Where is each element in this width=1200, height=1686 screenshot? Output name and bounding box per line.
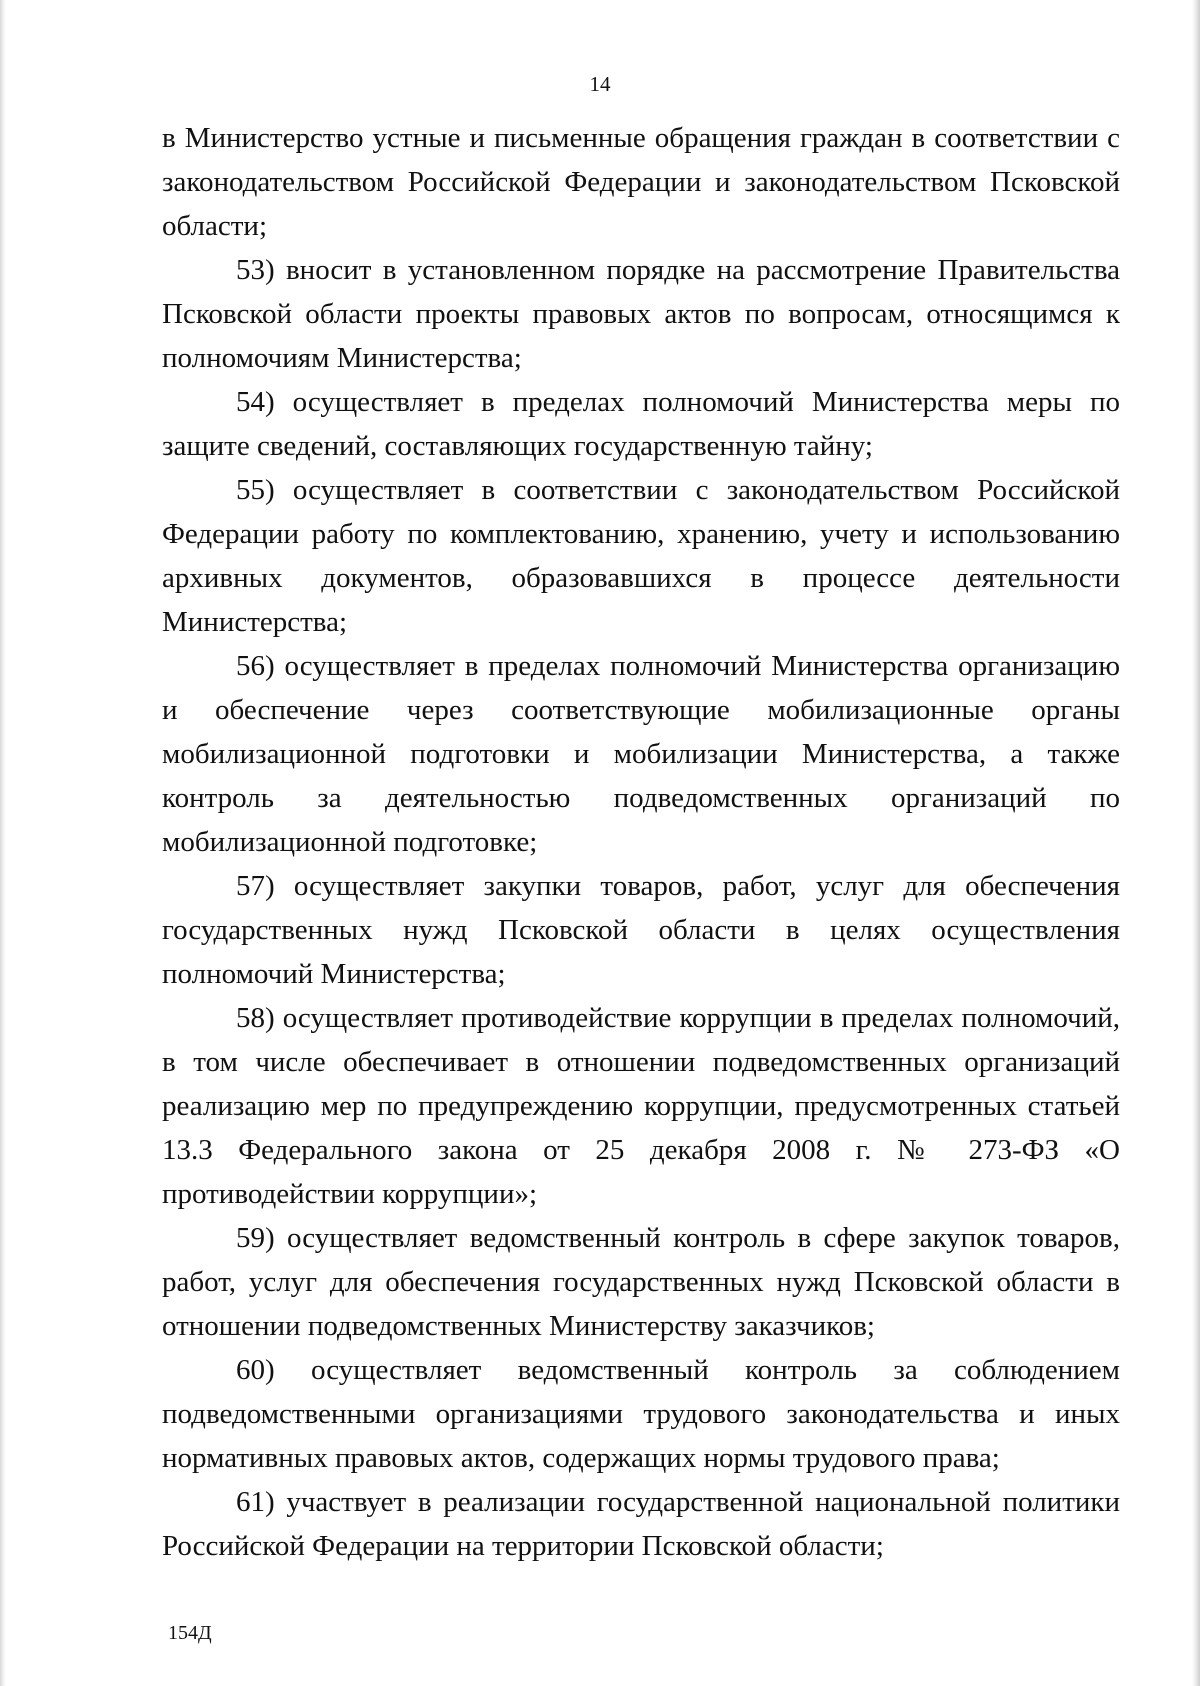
- paragraph-item-56: 56) осуществляет в пределах полномочий Министерства организацию и обеспечение через соответствующие мобилизационные органы мобилизационной подготовки и мобилизации Министерства, а также контроль за деятельностью подведомственных организаций по мобилизационной подготовке;: [162, 650, 1120, 858]
- paragraph-item-53: 53) вносит в установленном порядке на рассмотрение Правительства Псковской области проекты правовых актов по вопросам, относящимся к полномочиям Министерства;: [162, 254, 1120, 374]
- document-body: [162, 116, 1120, 1568]
- footer-document-code: 154Д: [168, 1622, 212, 1644]
- paragraph-continuation: в Министерство устные и письменные обращения граждан в соответствии с законодательством Российской Федерации и законодательством Псковской области;: [162, 122, 1120, 242]
- paragraph-item-58: 58) осуществляет противодействие коррупции в пределах полномочий, в том числе обеспечивает в отношении подведомственных организаций реализацию мер по предупреждению коррупции, предусмотренных статьей 13.3 Федерального закона от 25 декабря 2008 г. № 273-ФЗ «О противодействии коррупции»;: [162, 1002, 1120, 1210]
- paragraph-item-60: 60) осуществляет ведомственный контроль за соблюдением подведомственными организациями трудового законодательства и иных нормативных правовых актов, содержащих нормы трудового права;: [162, 1354, 1120, 1474]
- paragraph-item-55: 55) осуществляет в соответствии с законодательством Российской Федерации работу по комплектованию, хранению, учету и использованию архивных документов, образовавшихся в процессе деятельности Министерства;: [162, 474, 1120, 638]
- page-number: 14: [589, 72, 611, 96]
- paragraph-item-61: 61) участвует в реализации государственной национальной политики Российской Федерации на территории Псковской области;: [162, 1486, 1120, 1562]
- paragraph-item-59: 59) осуществляет ведомственный контроль в сфере закупок товаров, работ, услуг для обеспечения государственных нужд Псковской области в отношении подведомственных Министерству заказчиков;: [162, 1222, 1120, 1342]
- paragraph-item-54: 54) осуществляет в пределах полномочий Министерства меры по защите сведений, составляющих государственную тайну;: [162, 386, 1120, 462]
- scan-edge-left: [0, 0, 6, 1686]
- paragraph-item-57: 57) осуществляет закупки товаров, работ, услуг для обеспечения государственных нужд Псковской области в целях осуществления полномочий Министерства;: [162, 870, 1120, 990]
- scan-edge-right: [1192, 0, 1200, 1686]
